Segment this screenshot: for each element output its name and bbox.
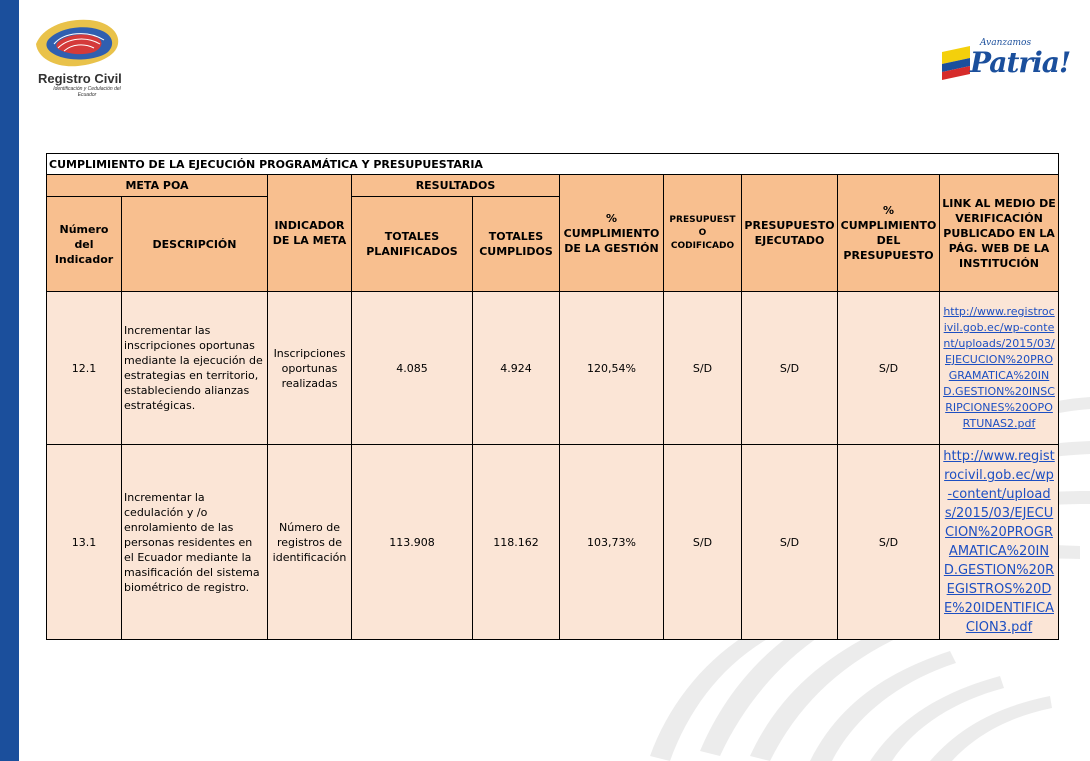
cell-pct-presupuesto: S/D — [838, 292, 940, 445]
registro-civil-logo — [28, 14, 128, 114]
cell-link — [940, 445, 1059, 640]
header-totales-cumplidos: TOTALES CUMPLIDOS — [473, 197, 560, 292]
table-title: CUMPLIMIENTO DE LA EJECUCIÓN PROGRAMÁTICA Y PRESUPUESTARIA — [47, 154, 1059, 175]
cell-planificados: 113.908 — [352, 445, 473, 640]
cell-cumplidos: 4.924 — [473, 292, 560, 445]
cell-ejecutado: S/D — [742, 445, 838, 640]
cell-descripcion: Incrementar las inscripciones oportunas mediante la ejecución de estrategias en territorio, estableciendo alianzas estratégicas. — [122, 292, 268, 445]
ejecucion-table — [46, 153, 1059, 640]
cell-numero: 12.1 — [47, 292, 122, 445]
registro-civil-tagline: Identificación y Cedulación del Ecuador — [53, 86, 121, 98]
header-descripcion: DESCRIPCIÓN — [122, 197, 268, 292]
cell-pct-gestion: 103,73% — [560, 445, 664, 640]
cell-link — [940, 292, 1059, 445]
header-meta-poa: META POA — [47, 175, 268, 197]
registro-civil-brand: Registro Civil — [38, 71, 122, 86]
cell-ejecutado: S/D — [742, 292, 838, 445]
header-totales-planificados: TOTALES PLANIFICADOS — [352, 197, 473, 292]
header-presupuesto-ejecutado: PRESUPUESTO EJECUTADO — [742, 175, 838, 292]
cell-indicador: Número de registros de identificación — [268, 445, 352, 640]
header-indicador-meta: INDICADOR DE LA META — [268, 175, 352, 292]
patria-text: Patria! — [970, 46, 1071, 79]
header-presupuesto-codificado: PRESUPUESTO CODIFICADO — [664, 175, 742, 292]
header-resultados: RESULTADOS — [352, 175, 560, 197]
avanzamos-text: Avanzamos — [980, 38, 1032, 48]
cell-numero: 13.1 — [47, 445, 122, 640]
cell-planificados: 4.085 — [352, 292, 473, 445]
cell-pct-gestion: 120,54% — [560, 292, 664, 445]
cell-indicador: Inscripciones oportunas realizadas — [268, 292, 352, 445]
header-link: LINK AL MEDIO DE VERIFICACIÓN PUBLICADO EN LA PÁG. WEB DE LA INSTITUCIÓN — [940, 175, 1059, 292]
cell-codificado: S/D — [664, 445, 742, 640]
cell-cumplidos: 118.162 — [473, 445, 560, 640]
left-blue-bar — [0, 0, 19, 761]
ecuador-fingerprint-icon — [28, 14, 128, 74]
table-row — [47, 445, 1059, 640]
header-pct-gestion: % CUMPLIMIENTO DE LA GESTIÓN — [560, 175, 664, 292]
verification-link[interactable]: http://www.registrocivil.gob.ec/wp-content/uploads/2015/03/EJECUCION%20PROGRAMATICA%20IND.GESTION%20REGISTROS%20DE%20IDENTIFICACION3.pdf — [943, 449, 1055, 635]
verification-link[interactable]: http://www.registrocivil.gob.ec/wp-content/uploads/2015/03/EJECUCION%20PROGRAMATICA%20IND.GESTION%20INSCRIPCIONES%20OPORTUNAS2.pdf — [943, 305, 1055, 430]
cell-pct-presupuesto: S/D — [838, 445, 940, 640]
header-pct-presupuesto: % CUMPLIMIENTO DEL PRESUPUESTO — [838, 175, 940, 292]
cell-descripcion: Incrementar la cedulación y /o enrolamiento de las personas residentes en el Ecuador mediante la masificación del sistema biométrico de registro. — [122, 445, 268, 640]
avanzamos-patria-logo — [938, 36, 1071, 86]
flag-icon — [938, 42, 974, 86]
cell-codificado: S/D — [664, 292, 742, 445]
table-row — [47, 292, 1059, 445]
header-numero-indicador: Número del Indicador — [47, 197, 122, 292]
